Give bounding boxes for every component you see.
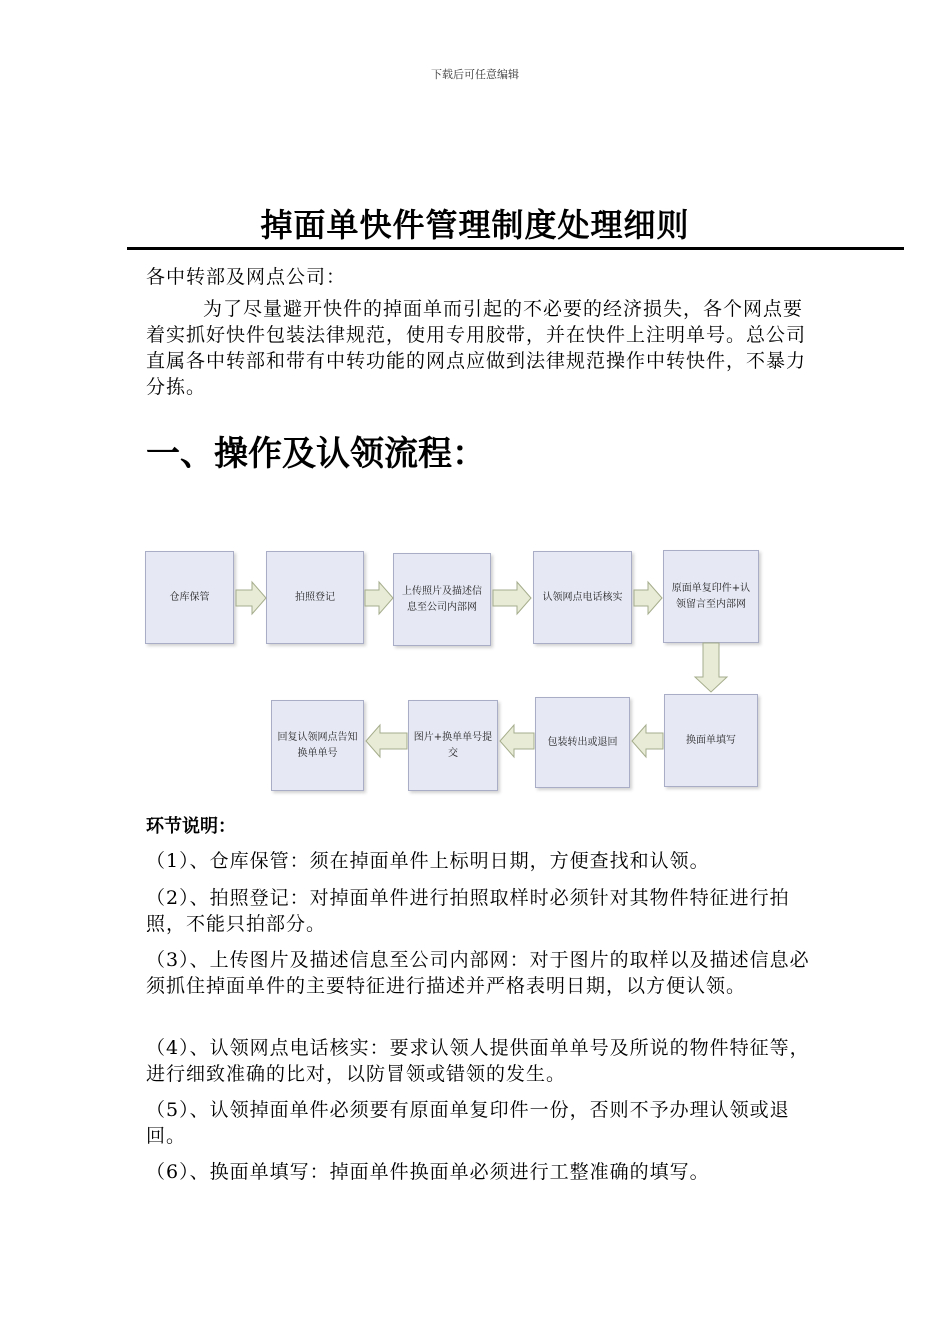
note-item: （3）、上传图片及描述信息至公司内部网：对于图片的取样以及描述信息必须抓住掉面单件的主要特征进行描述并严格表明日期，以方便认领。 xyxy=(146,949,810,997)
arrow-left-icon xyxy=(366,725,407,757)
flow-step-1: 仓库保管 xyxy=(145,551,234,644)
flow-step-9: 回复认领网点告知换单单号 xyxy=(271,700,364,791)
intro-text: 为了尽量避开快件的掉面单而引起的不必要的经济损失，各个网点要着实抓好快件包装法律规范，使用专用胶带，并在快件上注明单号。总公司直属各中转部和带有中转功能的网点应做到法律规范操作中转快件，不暴力分拣。 xyxy=(146,298,807,398)
arrow-left-icon xyxy=(632,725,663,757)
notes-heading: 环节说明： xyxy=(146,816,236,837)
flow-step-5: 原面单复印件+认领留言至内部网 xyxy=(663,550,759,643)
header-note: 下载后可任意编辑 xyxy=(431,68,519,81)
section-heading: 一、操作及认领流程： xyxy=(146,434,486,474)
arrow-right-icon xyxy=(236,582,266,614)
arrow-right-icon xyxy=(634,582,662,614)
flow-step-7: 包装转出或退回 xyxy=(535,697,630,788)
arrow-right-icon xyxy=(365,582,393,614)
arrow-right-icon xyxy=(493,582,531,614)
note-item: （4）、认领网点电话核实：要求认领人提供面单单号及所说的物件特征等，进行细致准确的比对，以防冒领或错领的发生。 xyxy=(146,1037,810,1085)
arrow-down-icon xyxy=(695,643,727,692)
note-item: （6）、换面单填写：掉面单件换面单必须进行工整准确的填写。 xyxy=(146,1161,710,1183)
flow-step-6: 换面单填写 xyxy=(664,694,758,787)
arrow-left-icon xyxy=(500,725,534,757)
greeting: 各中转部及网点公司： xyxy=(146,266,347,288)
flow-step-2: 拍照登记 xyxy=(266,551,364,644)
flow-step-8: 图片+换单单号提交 xyxy=(408,700,498,791)
document-title: 掉面单快件管理制度处理细则 xyxy=(260,206,690,244)
note-item: （2）、拍照登记：对掉面单件进行拍照取样时必须针对其物件特征进行拍照，不能只拍部分。 xyxy=(146,887,790,935)
note-item: （5）、认领掉面单件必须要有原面单复印件一份，否则不予办理认领或退回。 xyxy=(146,1099,790,1147)
flow-step-4: 认领网点电话核实 xyxy=(533,551,632,644)
flow-step-3: 上传照片及描述信息至公司内部网 xyxy=(393,553,491,646)
note-item: （1）、仓库保管：须在掉面单件上标明日期，方便查找和认领。 xyxy=(146,850,710,872)
